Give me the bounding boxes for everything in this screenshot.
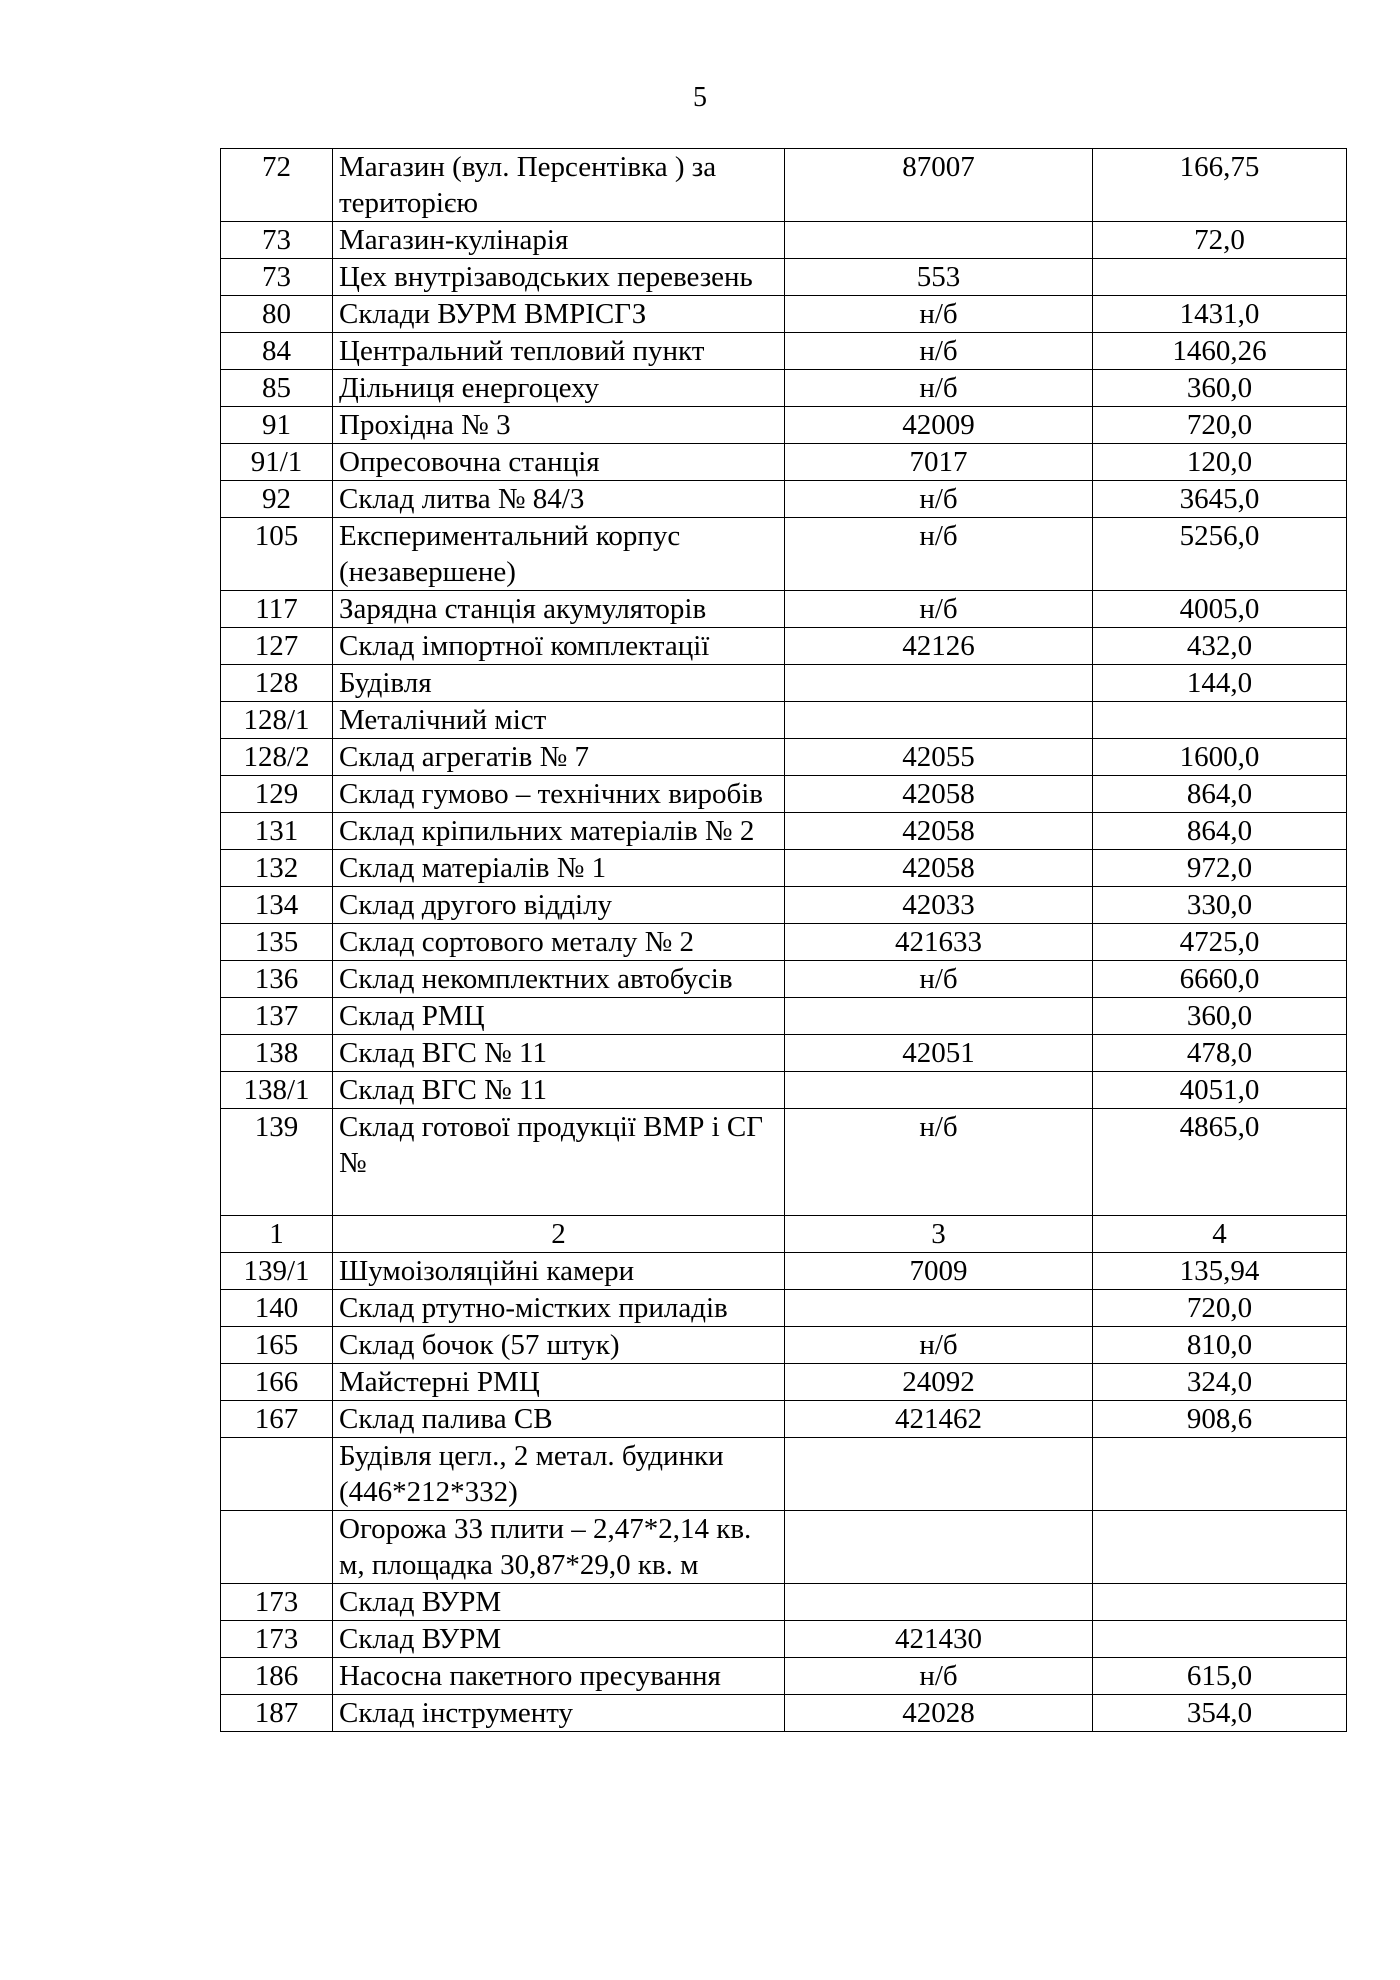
column-number-header [221, 1216, 1347, 1253]
cell-name: Прохідна № 3 [333, 407, 785, 444]
column-number-1: 1 [221, 1216, 333, 1253]
cell-number: 186 [221, 1658, 333, 1695]
table-row [221, 1584, 1347, 1621]
cell-registry: 7017 [785, 444, 1093, 481]
cell-registry: н/б [785, 961, 1093, 998]
cell-name: Склад другого відділу [333, 887, 785, 924]
cell-area: 720,0 [1093, 1290, 1347, 1327]
cell-name: Склад РМЦ [333, 998, 785, 1035]
cell-area [1093, 259, 1347, 296]
cell-registry: 42055 [785, 739, 1093, 776]
cell-registry: 87007 [785, 149, 1093, 222]
cell-number: 72 [221, 149, 333, 222]
table-row [221, 1695, 1347, 1732]
table-row [221, 1621, 1347, 1658]
table-row [221, 370, 1347, 407]
cell-number: 84 [221, 333, 333, 370]
cell-registry: 421462 [785, 1401, 1093, 1438]
cell-area: 720,0 [1093, 407, 1347, 444]
cell-area: 864,0 [1093, 813, 1347, 850]
cell-area: 864,0 [1093, 776, 1347, 813]
cell-area: 120,0 [1093, 444, 1347, 481]
cell-registry: 42058 [785, 850, 1093, 887]
cell-area: 1600,0 [1093, 739, 1347, 776]
cell-area [1093, 1511, 1347, 1584]
cell-number: 173 [221, 1621, 333, 1658]
table-row [221, 1438, 1347, 1511]
cell-number: 128/1 [221, 702, 333, 739]
cell-registry: н/б [785, 296, 1093, 333]
cell-number: 139 [221, 1109, 333, 1216]
cell-number: 73 [221, 259, 333, 296]
table-row [221, 1327, 1347, 1364]
cell-area: 324,0 [1093, 1364, 1347, 1401]
cell-number: 136 [221, 961, 333, 998]
column-number-3: 3 [785, 1216, 1093, 1253]
cell-number: 132 [221, 850, 333, 887]
cell-number: 127 [221, 628, 333, 665]
cell-name: Склад палива СВ [333, 1401, 785, 1438]
cell-registry [785, 222, 1093, 259]
property-table [220, 148, 1347, 1732]
cell-name: Будівля [333, 665, 785, 702]
cell-number: 117 [221, 591, 333, 628]
cell-area: 4865,0 [1093, 1109, 1347, 1216]
cell-name: Магазин-кулінарія [333, 222, 785, 259]
table-row [221, 739, 1347, 776]
cell-name: Склад литва № 84/3 [333, 481, 785, 518]
cell-number [221, 1511, 333, 1584]
table-row [221, 333, 1347, 370]
cell-name: Склади ВУРМ ВМРІСГЗ [333, 296, 785, 333]
table-row [221, 1511, 1347, 1584]
table-row [221, 259, 1347, 296]
table-row [221, 702, 1347, 739]
cell-number: 129 [221, 776, 333, 813]
column-number-2: 2 [333, 1216, 785, 1253]
cell-name: Склад готової продукції ВМР і СГ № [333, 1109, 785, 1216]
cell-name: Склад ВУРМ [333, 1584, 785, 1621]
cell-registry: н/б [785, 370, 1093, 407]
cell-number: 128/2 [221, 739, 333, 776]
cell-number: 173 [221, 1584, 333, 1621]
cell-area: 166,75 [1093, 149, 1347, 222]
table-row [221, 296, 1347, 333]
cell-number: 91 [221, 407, 333, 444]
cell-number: 138/1 [221, 1072, 333, 1109]
cell-registry: 42028 [785, 1695, 1093, 1732]
cell-area: 360,0 [1093, 998, 1347, 1035]
cell-area: 72,0 [1093, 222, 1347, 259]
table-row [221, 813, 1347, 850]
cell-number: 128 [221, 665, 333, 702]
cell-number: 91/1 [221, 444, 333, 481]
cell-number: 165 [221, 1327, 333, 1364]
table-row [221, 1658, 1347, 1695]
cell-number: 139/1 [221, 1253, 333, 1290]
cell-number: 137 [221, 998, 333, 1035]
cell-area: 135,94 [1093, 1253, 1347, 1290]
cell-area: 4005,0 [1093, 591, 1347, 628]
cell-name: Зарядна станція акумуляторів [333, 591, 785, 628]
cell-registry: 553 [785, 259, 1093, 296]
cell-area [1093, 1621, 1347, 1658]
cell-name: Склад сортового металу № 2 [333, 924, 785, 961]
cell-registry: н/б [785, 1109, 1093, 1216]
cell-name: Склад бочок (57 штук) [333, 1327, 785, 1364]
cell-registry: 421430 [785, 1621, 1093, 1658]
cell-registry: н/б [785, 333, 1093, 370]
table-row [221, 850, 1347, 887]
cell-number: 92 [221, 481, 333, 518]
cell-area: 144,0 [1093, 665, 1347, 702]
table-row [221, 665, 1347, 702]
cell-name: Будівля цегл., 2 метал. будинки (446*212*332) [333, 1438, 785, 1511]
table-row [221, 591, 1347, 628]
cell-number: 105 [221, 518, 333, 591]
cell-registry: н/б [785, 591, 1093, 628]
cell-registry: н/б [785, 481, 1093, 518]
cell-area [1093, 1584, 1347, 1621]
cell-area: 4051,0 [1093, 1072, 1347, 1109]
cell-registry [785, 1072, 1093, 1109]
cell-name: Насосна пакетного пресування [333, 1658, 785, 1695]
cell-area: 615,0 [1093, 1658, 1347, 1695]
cell-registry: 42058 [785, 776, 1093, 813]
cell-area: 330,0 [1093, 887, 1347, 924]
cell-name: Склад агрегатів № 7 [333, 739, 785, 776]
cell-number: 167 [221, 1401, 333, 1438]
cell-name: Склад ртутно-містких приладів [333, 1290, 785, 1327]
cell-name: Центральний тепловий пункт [333, 333, 785, 370]
cell-name: Склад ВУРМ [333, 1621, 785, 1658]
cell-number: 135 [221, 924, 333, 961]
table-body-part2 [221, 1253, 1347, 1732]
cell-number [221, 1438, 333, 1511]
table-row [221, 1401, 1347, 1438]
cell-registry: 42058 [785, 813, 1093, 850]
cell-registry [785, 998, 1093, 1035]
cell-registry: 42051 [785, 1035, 1093, 1072]
cell-registry: н/б [785, 1327, 1093, 1364]
cell-area: 908,6 [1093, 1401, 1347, 1438]
table-row [221, 1035, 1347, 1072]
cell-name: Опресовочна станція [333, 444, 785, 481]
cell-area: 972,0 [1093, 850, 1347, 887]
cell-number: 85 [221, 370, 333, 407]
cell-number: 73 [221, 222, 333, 259]
table-row [221, 1072, 1347, 1109]
table-row [221, 407, 1347, 444]
cell-area: 432,0 [1093, 628, 1347, 665]
cell-number: 138 [221, 1035, 333, 1072]
cell-name: Металічний міст [333, 702, 785, 739]
cell-name: Склад матеріалів № 1 [333, 850, 785, 887]
cell-number: 187 [221, 1695, 333, 1732]
cell-area: 4725,0 [1093, 924, 1347, 961]
cell-name: Склад імпортної комплектації [333, 628, 785, 665]
cell-area: 5256,0 [1093, 518, 1347, 591]
cell-registry: н/б [785, 1658, 1093, 1695]
cell-area: 3645,0 [1093, 481, 1347, 518]
column-number-row [221, 1216, 1347, 1253]
cell-name: Дільниця енергоцеху [333, 370, 785, 407]
cell-number: 166 [221, 1364, 333, 1401]
cell-registry: 42033 [785, 887, 1093, 924]
cell-name: Огорожа 33 плити – 2,47*2,14 кв. м, площадка 30,87*29,0 кв. м [333, 1511, 785, 1584]
cell-registry [785, 702, 1093, 739]
cell-registry [785, 1438, 1093, 1511]
table-row [221, 776, 1347, 813]
cell-registry: н/б [785, 518, 1093, 591]
cell-name: Цех внутрізаводських перевезень [333, 259, 785, 296]
table-row [221, 1253, 1347, 1290]
cell-name: Шумоізоляційні камери [333, 1253, 785, 1290]
cell-registry: 7009 [785, 1253, 1093, 1290]
cell-name: Склад некомплектних автобусів [333, 961, 785, 998]
table-row [221, 998, 1347, 1035]
table-body-part1 [221, 149, 1347, 1216]
cell-registry: 421633 [785, 924, 1093, 961]
cell-area: 478,0 [1093, 1035, 1347, 1072]
cell-area: 360,0 [1093, 370, 1347, 407]
cell-area: 354,0 [1093, 1695, 1347, 1732]
cell-area [1093, 702, 1347, 739]
cell-number: 134 [221, 887, 333, 924]
table-row [221, 1109, 1347, 1216]
cell-number: 131 [221, 813, 333, 850]
cell-number: 140 [221, 1290, 333, 1327]
table-row [221, 887, 1347, 924]
table-row [221, 444, 1347, 481]
cell-number: 80 [221, 296, 333, 333]
cell-area: 1460,26 [1093, 333, 1347, 370]
column-number-4: 4 [1093, 1216, 1347, 1253]
table-row [221, 628, 1347, 665]
cell-registry [785, 1511, 1093, 1584]
cell-area: 6660,0 [1093, 961, 1347, 998]
cell-name: Склад інструменту [333, 1695, 785, 1732]
cell-name: Склад ВГС № 11 [333, 1072, 785, 1109]
cell-name: Склад гумово – технічних виробів [333, 776, 785, 813]
cell-registry: 24092 [785, 1364, 1093, 1401]
table-row [221, 924, 1347, 961]
table-row [221, 1364, 1347, 1401]
cell-registry: 42126 [785, 628, 1093, 665]
cell-registry: 42009 [785, 407, 1093, 444]
cell-registry [785, 665, 1093, 702]
page-number: 5 [693, 82, 707, 113]
cell-name: Склад кріпильних матеріалів № 2 [333, 813, 785, 850]
cell-name: Майстерні РМЦ [333, 1364, 785, 1401]
table-row [221, 961, 1347, 998]
cell-name: Склад ВГС № 11 [333, 1035, 785, 1072]
table-row [221, 149, 1347, 222]
cell-name: Експериментальний корпус (незавершене) [333, 518, 785, 591]
cell-area: 810,0 [1093, 1327, 1347, 1364]
table-row [221, 518, 1347, 591]
cell-area: 1431,0 [1093, 296, 1347, 333]
cell-area [1093, 1438, 1347, 1511]
table-row [221, 222, 1347, 259]
cell-name: Магазин (вул. Персентівка ) за територією [333, 149, 785, 222]
table-row [221, 481, 1347, 518]
cell-registry [785, 1584, 1093, 1621]
cell-registry [785, 1290, 1093, 1327]
table-row [221, 1290, 1347, 1327]
